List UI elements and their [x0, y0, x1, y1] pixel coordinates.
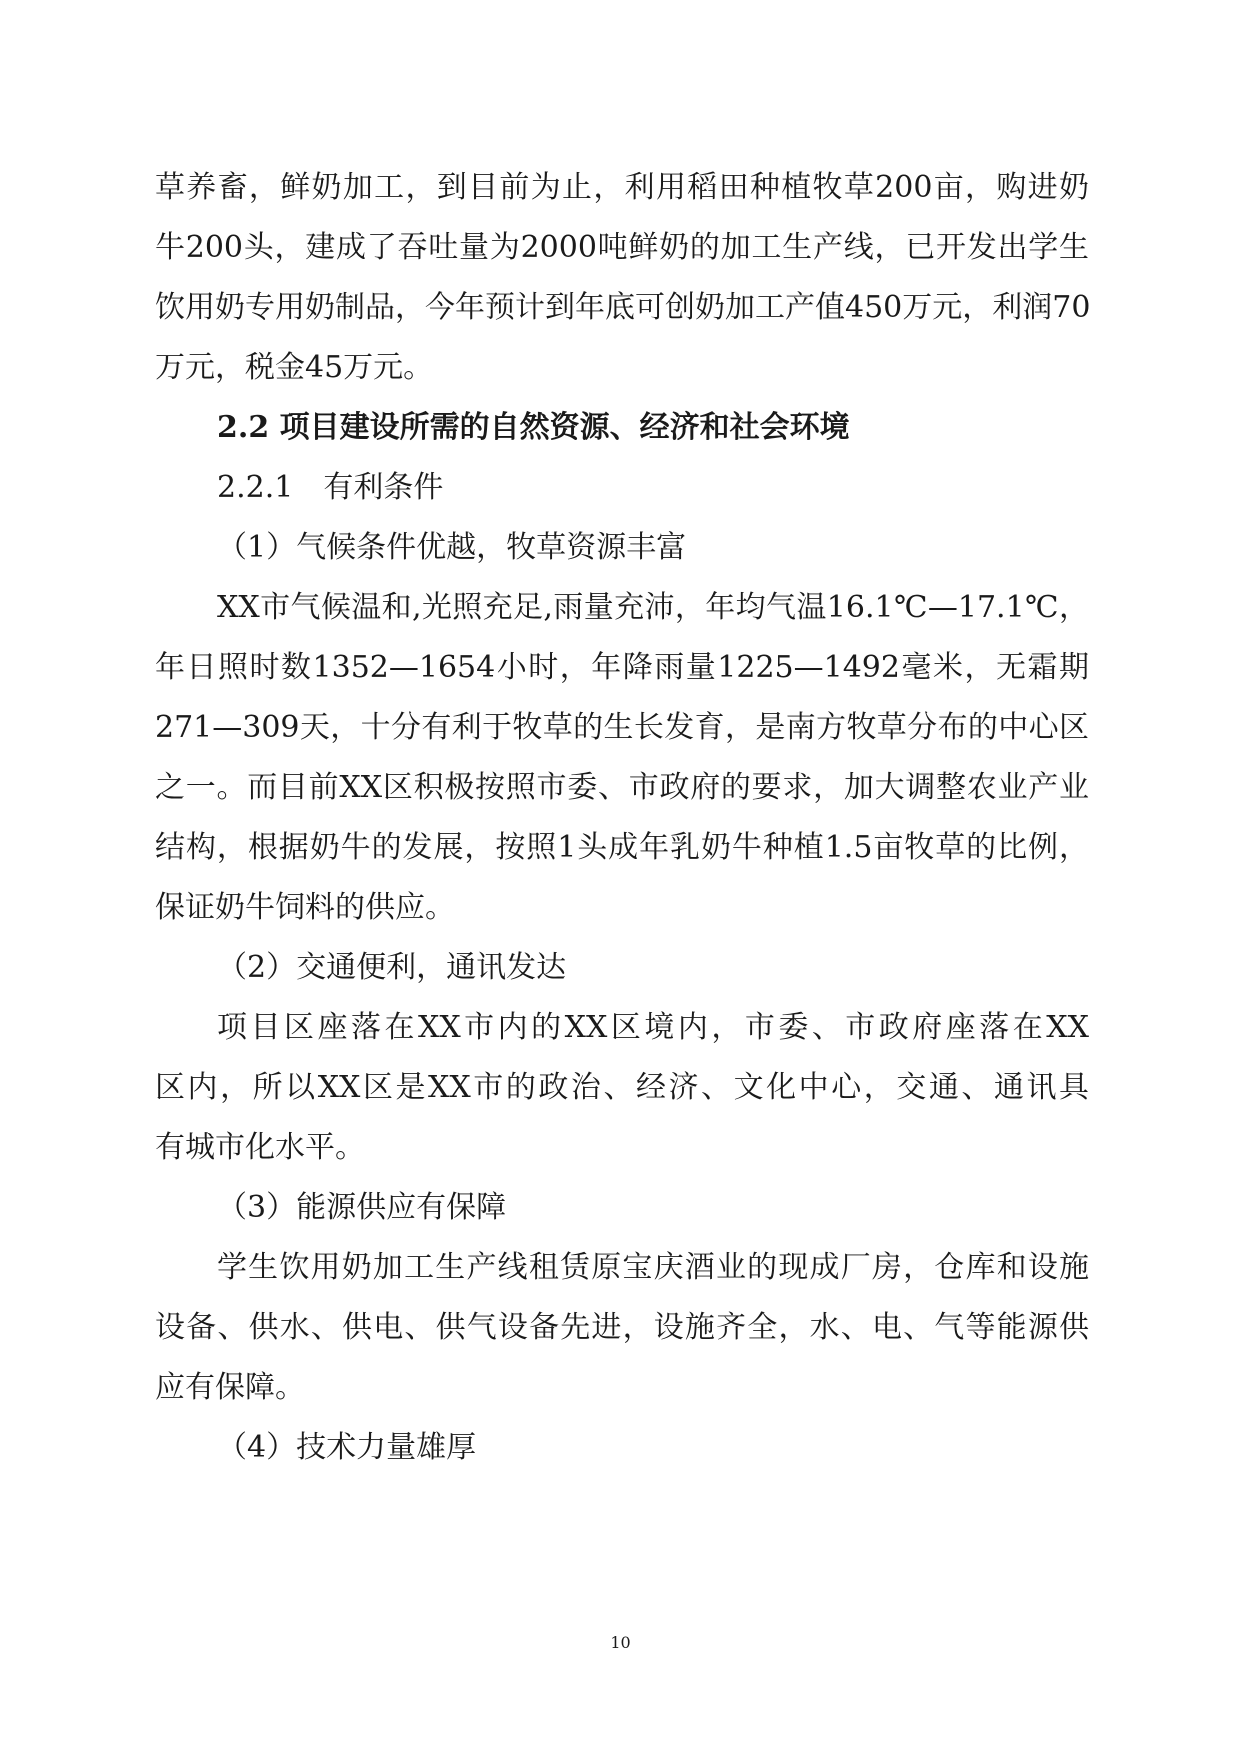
body-line: 之一。而目前XX区积极按照市委、市政府的要求，加大调整农业产业	[155, 770, 1089, 805]
body-line: 草养畜，鲜奶加工，到目前为止，利用稻田种植牧草200亩，购进奶	[155, 170, 1089, 205]
body-line: 学生饮用奶加工生产线租赁原宝庆酒业的现成厂房，仓库和设施	[217, 1250, 1089, 1285]
section-heading: 2.2 项目建设所需的自然资源、经济和社会环境	[217, 410, 850, 445]
subsection-heading: 2.2.1 有利条件	[217, 470, 444, 505]
body-line: 结构，根据奶牛的发展，按照1头成年乳奶牛种植1.5亩牧草的比例，	[155, 830, 1089, 865]
list-item-heading: （4）技术力量雄厚	[217, 1430, 477, 1465]
body-line: 保证奶牛饲料的供应。	[155, 890, 455, 925]
list-item-heading: （2）交通便利，通讯发达	[217, 950, 567, 985]
body-line: 设备、供水、供电、供气设备先进，设施齐全，水、电、气等能源供	[155, 1310, 1089, 1345]
list-item-heading: （3）能源供应有保障	[217, 1190, 507, 1225]
page-number: 10	[610, 1633, 631, 1652]
body-line: 牛200头，建成了吞吐量为2000吨鲜奶的加工生产线，已开发出学生	[155, 230, 1089, 265]
body-line: 应有保障。	[155, 1370, 305, 1405]
body-line: 万元，税金45万元。	[155, 350, 434, 385]
body-line: XX市气候温和,光照充足,雨量充沛，年均气温16.1℃—17.1℃，	[217, 590, 1089, 625]
body-line: 饮用奶专用奶制品，今年预计到年底可创奶加工产值450万元，利润70	[155, 290, 1091, 325]
body-line: 项目区座落在XX市内的XX区境内，市委、市政府座落在XX	[217, 1010, 1089, 1045]
list-item-heading: （1）气候条件优越，牧草资源丰富	[217, 530, 687, 565]
body-line: 有城市化水平。	[155, 1130, 365, 1165]
body-line: 年日照时数1352—1654小时，年降雨量1225—1492毫米，无霜期	[155, 650, 1089, 685]
body-line: 271—309天，十分有利于牧草的生长发育，是南方牧草分布的中心区	[155, 710, 1089, 745]
body-line: 区内，所以XX区是XX市的政治、经济、文化中心，交通、通讯具	[155, 1070, 1089, 1105]
